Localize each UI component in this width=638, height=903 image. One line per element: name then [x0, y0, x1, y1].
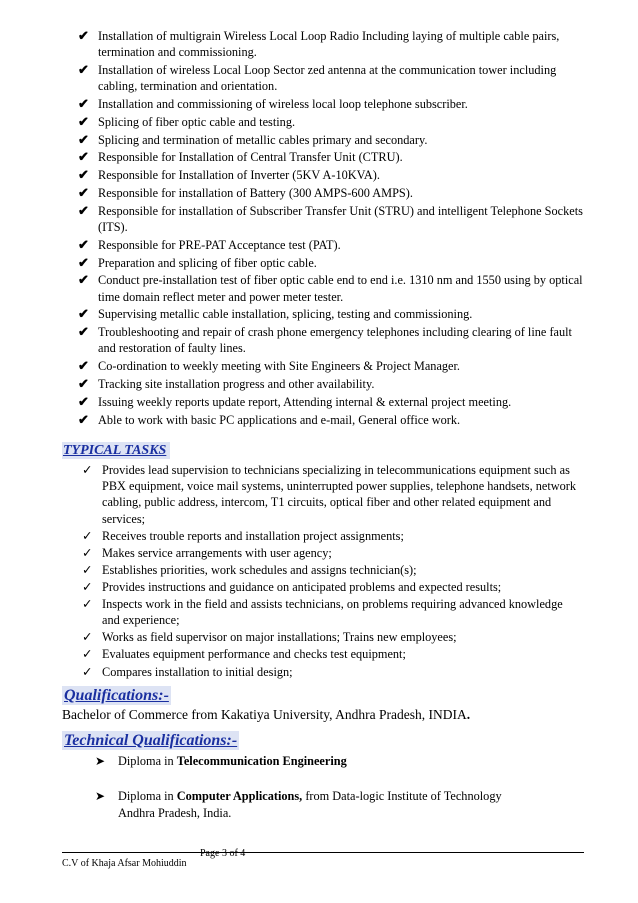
list-item-text: Splicing and termination of metallic cables primary and secondary. — [98, 132, 428, 147]
check-icon: ✔ — [78, 236, 89, 252]
responsibilities-list — [78, 28, 588, 429]
list-item — [82, 528, 582, 544]
list-item-text: Supervising metallic cable installation, splicing, testing and commissioning. — [98, 307, 473, 322]
check-icon: ✓ — [82, 597, 93, 612]
technical-item-suffix: from Data-logic Institute of Technology — [302, 789, 502, 803]
technical-item-prefix: Diploma in — [118, 754, 177, 768]
check-icon: ✔ — [78, 272, 89, 288]
footer-cv-label: C.V of Khaja Afsar Mohiuddin — [62, 858, 187, 869]
technical-item-prefix: Diploma in — [118, 789, 177, 803]
list-item — [82, 562, 582, 578]
check-icon: ✔ — [78, 358, 89, 374]
check-icon: ✔ — [78, 254, 89, 270]
list-item-text: Conduct pre-installation test of fiber optic cable end to end i.e. 1310 nm and 1550 using by optical time domain reflect meter and power meter tester. — [98, 273, 583, 304]
technical-qualifications-heading: Technical Qualifications:- — [64, 732, 238, 749]
list-item-text: Preparation and splicing of fiber optic cable. — [98, 255, 317, 270]
list-item — [78, 255, 588, 271]
list-item-text: Responsible for installation of Subscriber Transfer Unit (STRU) and intelligent Telephone Sockets (ITS). — [98, 203, 583, 234]
list-item — [78, 132, 588, 148]
arrow-right-icon: ➤ — [95, 754, 106, 768]
list-item — [78, 237, 588, 253]
list-item — [78, 167, 588, 183]
check-icon: ✓ — [82, 579, 93, 594]
list-item — [82, 646, 582, 662]
check-icon: ✔ — [78, 113, 89, 129]
check-icon: ✓ — [82, 463, 93, 477]
list-item-text: Provides lead supervision to technicians specializing in telecommunications equipment such as PBX equipment, voice mail systems, uninterrupted power supplies, telephone handsets, network cabling, public address, intercom, T1 circuits, optical fiber and other related equipment and services; — [102, 463, 577, 526]
list-item — [82, 629, 582, 645]
list-item-text: Splicing of fiber optic cable and testing. — [98, 114, 296, 129]
list-item-text: Installation of multigrain Wireless Local Loop Radio Including laying of multiple cable pairs, termination and commissioning. — [98, 29, 560, 60]
list-item-text: Responsible for Installation of Central Transfer Unit (CTRU). — [98, 150, 403, 165]
list-item — [78, 149, 588, 165]
list-item-text: Makes service arrangements with user agency; — [102, 545, 332, 560]
technical-item-computer — [95, 788, 565, 821]
arrow-right-icon: ➤ — [95, 789, 106, 803]
list-item-text: Provides instructions and guidance on anticipated problems and expected results; — [102, 579, 502, 594]
list-item-text: Issuing weekly reports update report, Attending internal & external project meeting. — [98, 394, 512, 409]
list-item-text: Co-ordination to weekly meeting with Site Engineers & Project Manager. — [98, 359, 460, 374]
list-item — [82, 596, 582, 628]
list-item — [82, 545, 582, 561]
list-item — [78, 376, 588, 392]
check-icon: ✔ — [78, 306, 89, 322]
list-item-text: Compares installation to initial design; — [102, 664, 293, 679]
list-item-text: Works as field supervisor on major installations; Trains new employees; — [102, 630, 457, 645]
qualification-period: . — [466, 707, 471, 722]
check-icon: ✓ — [82, 545, 93, 560]
list-item — [82, 579, 582, 595]
check-icon: ✔ — [78, 167, 89, 183]
list-item-text: Receives trouble reports and installation project assignments; — [102, 528, 404, 543]
list-item — [78, 114, 588, 130]
list-item — [78, 358, 588, 374]
check-icon: ✓ — [82, 562, 93, 577]
technical-item-text — [95, 788, 565, 805]
list-item-text: Responsible for PRE-PAT Acceptance test (PAT). — [98, 237, 341, 252]
list-item — [78, 324, 588, 356]
technical-item-text — [95, 753, 565, 770]
check-icon: ✔ — [78, 375, 89, 391]
technical-item-line2: Andhra Pradesh, India. — [118, 805, 232, 820]
check-icon: ✔ — [78, 324, 89, 340]
check-icon: ✔ — [78, 184, 89, 200]
check-icon: ✔ — [78, 149, 89, 165]
list-item — [78, 28, 588, 60]
list-item-text: Able to work with basic PC applications and e-mail, General office work. — [98, 412, 461, 427]
technical-item-telecom — [95, 753, 565, 770]
check-icon: ✔ — [78, 96, 89, 111]
list-item — [82, 462, 582, 527]
qualification-degree: Bachelor of Commerce from Kakatiya University, Andhra Pradesh, INDIA — [62, 707, 467, 722]
list-item-text: Installation of wireless Local Loop Sector zed antenna at the communication tower including cabling, termination and orientation. — [98, 63, 557, 94]
technical-item-bold: Telecommunication Engineering — [176, 754, 347, 768]
qualifications-heading: Qualifications:- — [64, 687, 169, 704]
check-icon: ✔ — [78, 202, 89, 218]
check-icon: ✓ — [82, 647, 93, 662]
check-icon: ✓ — [82, 664, 93, 679]
check-icon: ✔ — [78, 131, 89, 147]
typical-tasks-heading-text: TYPICAL TASKS — [63, 443, 167, 458]
check-icon: ✔ — [78, 411, 89, 427]
list-item-text: Installation and commissioning of wireless local loop telephone subscriber. — [98, 97, 468, 111]
list-item-text: Tracking site installation progress and other availability. — [98, 376, 375, 391]
check-icon: ✔ — [78, 62, 89, 77]
list-item-text: Responsible for installation of Battery (300 AMPS-600 AMPS). — [98, 185, 413, 200]
list-item-text: Evaluates equipment performance and checks test equipment; — [102, 647, 406, 662]
list-item — [78, 62, 588, 94]
list-item — [78, 412, 588, 428]
typical-tasks-list — [82, 462, 582, 681]
check-icon: ✔ — [78, 28, 89, 43]
footer-divider — [62, 852, 584, 853]
check-icon: ✔ — [78, 393, 89, 409]
technical-item-bold: Computer Applications, — [176, 789, 303, 803]
typical-tasks-heading — [62, 442, 170, 459]
list-item-text: Responsible for Installation of Inverter (5KV A-10KVA). — [98, 168, 380, 183]
list-item-text: Inspects work in the field and assists technicians, on problems requiring advanced knowledge and experience; — [102, 597, 563, 628]
list-item — [78, 203, 588, 235]
page-number: Page 3 of 4 — [200, 848, 246, 859]
qualifications-text — [62, 706, 470, 723]
list-item — [78, 185, 588, 201]
list-item-text: Troubleshooting and repair of crash phone emergency telephones including clearing of line fault and restoration of faulty lines. — [98, 325, 572, 356]
list-item — [78, 306, 588, 322]
list-item-text: Establishes priorities, work schedules and assigns technician(s); — [102, 562, 417, 577]
check-icon: ✓ — [82, 528, 93, 543]
list-item — [78, 394, 588, 410]
list-item — [82, 664, 582, 680]
check-icon: ✓ — [82, 630, 93, 645]
list-item — [78, 272, 588, 304]
list-item — [78, 96, 588, 112]
